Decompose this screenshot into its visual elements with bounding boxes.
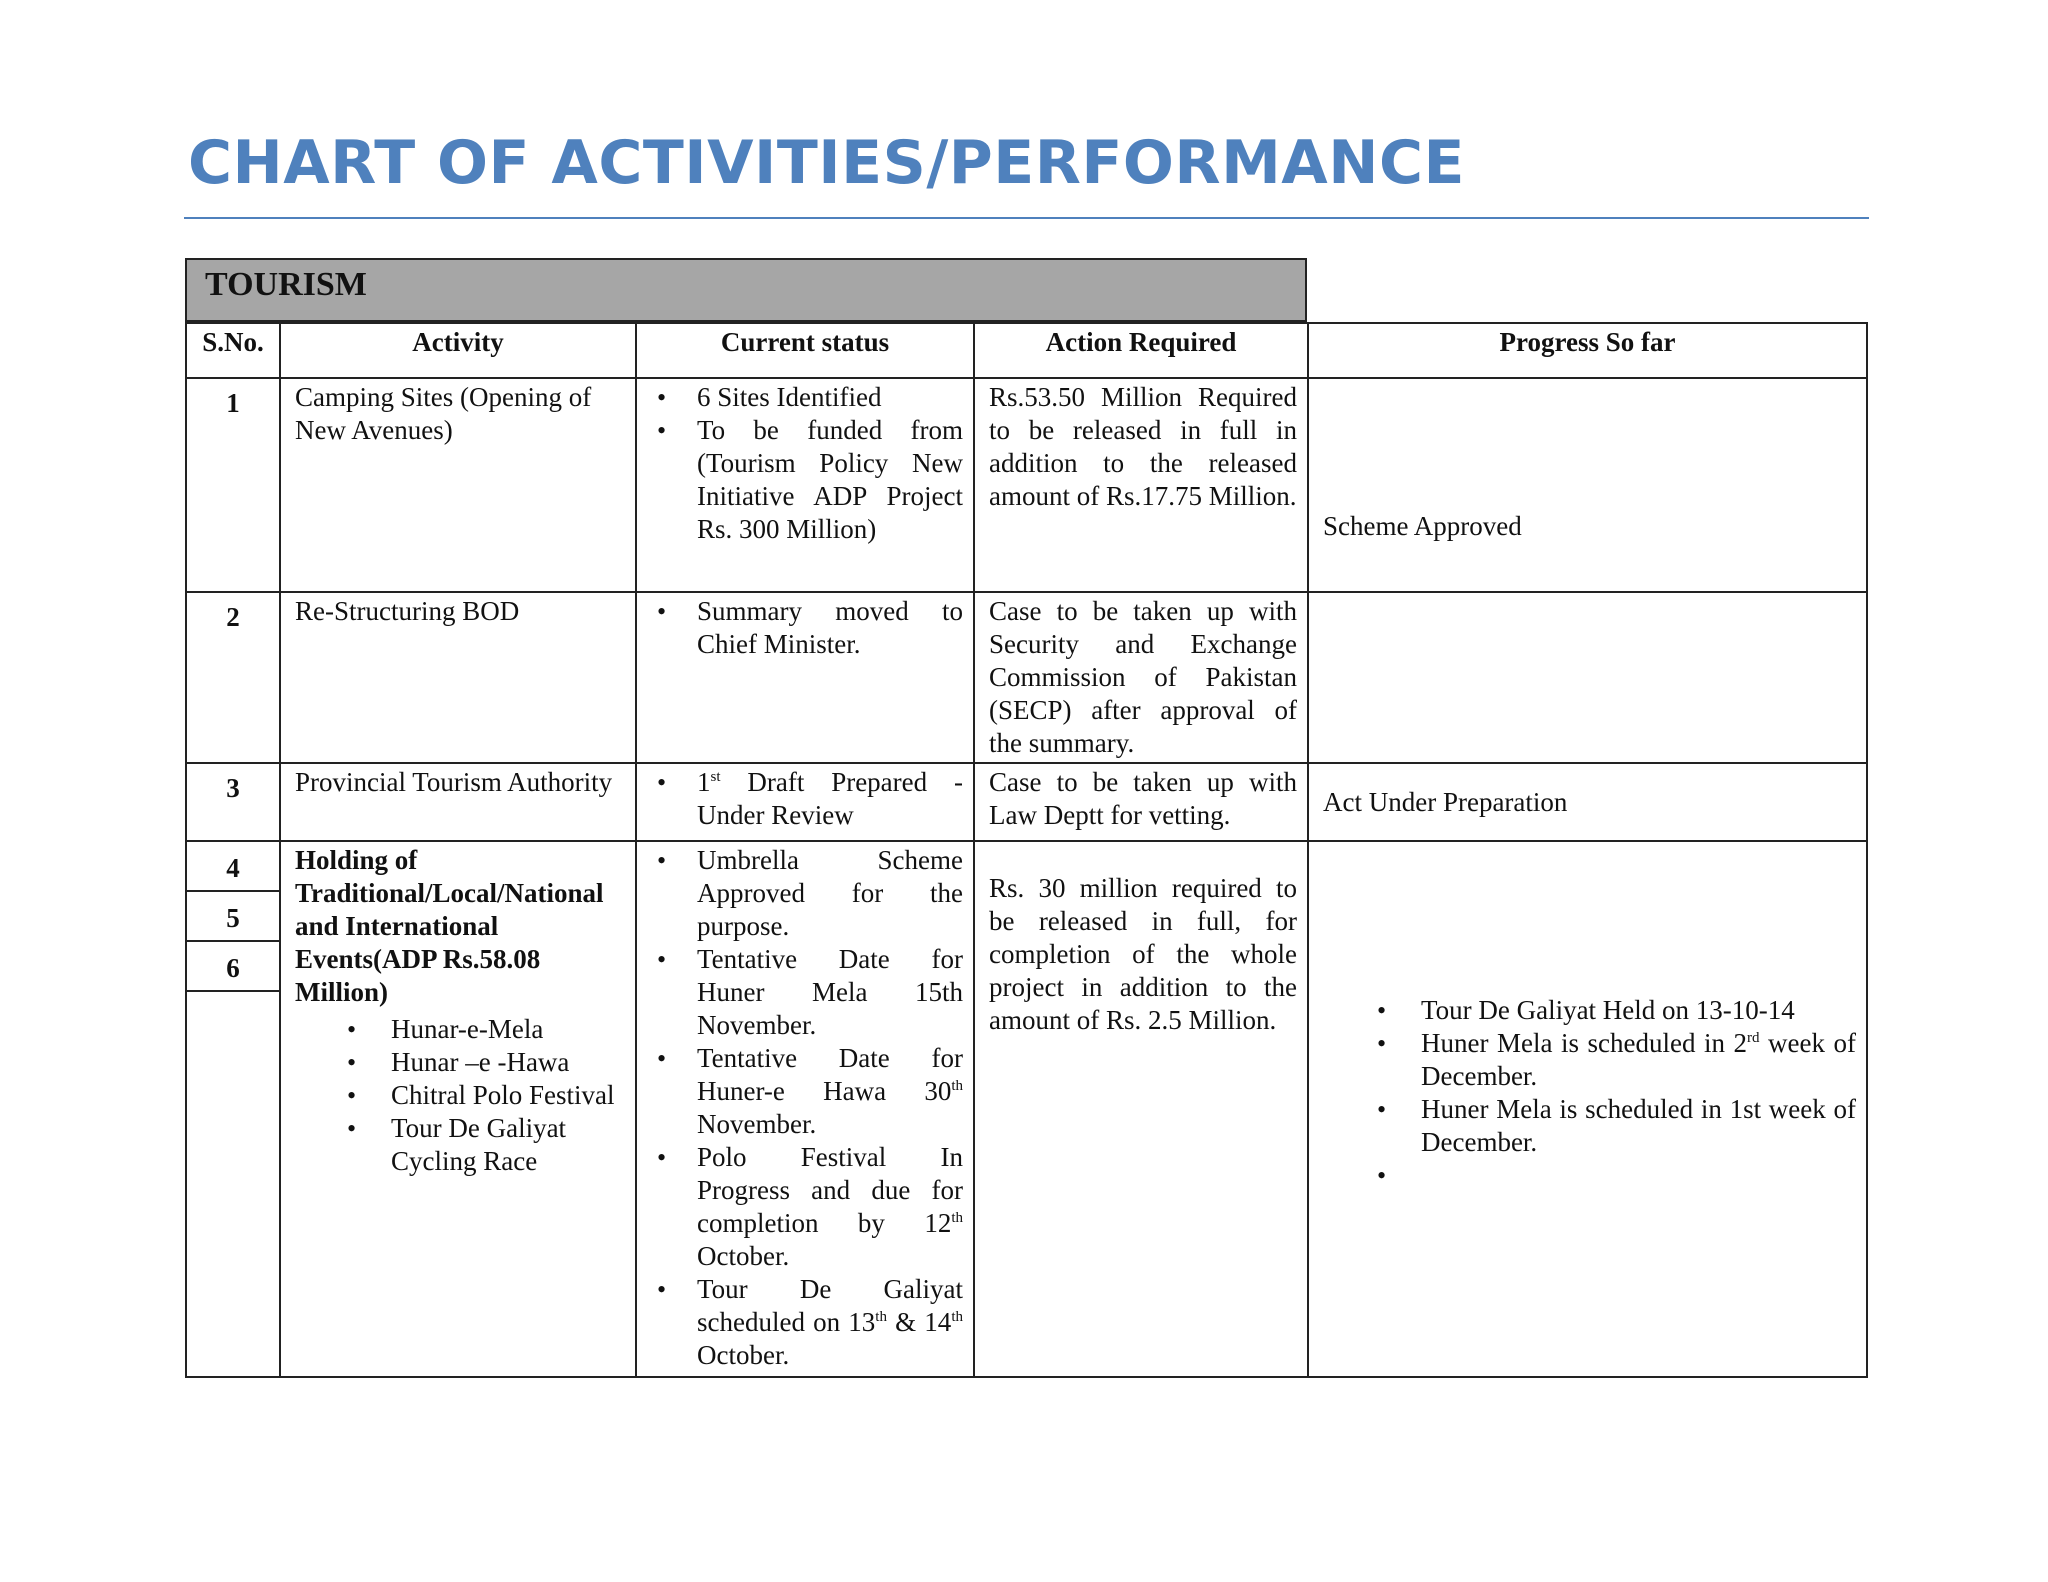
row-sno: 6 [187, 942, 279, 992]
row-sno: 1 [186, 378, 280, 592]
ordinal-suffix: th [951, 1309, 963, 1325]
ordinal-number: 1 [697, 767, 711, 797]
row-activity [280, 841, 636, 1377]
row-progress [1308, 592, 1867, 763]
ordinal-suffix: th [951, 1078, 963, 1094]
row-action: Case to be taken up with Security and Exchange Commission of Pakistan (SECP) after approval of the summary. [974, 592, 1308, 763]
status-text: November. [697, 1109, 817, 1139]
row-action: Case to be taken up with Law Deptt for vetting. [974, 763, 1308, 841]
row-status [636, 378, 974, 592]
status-list [651, 844, 963, 1372]
list-item: • Chitral Polo Festival [391, 1079, 625, 1112]
list-item [697, 1042, 963, 1141]
list-item [1421, 1159, 1856, 1192]
ordinal-suffix: th [875, 1309, 887, 1325]
status-text: October. [697, 1241, 790, 1271]
status-text: October. [697, 1340, 790, 1370]
row-progress: Act Under Preparation [1308, 763, 1867, 841]
progress-list [1323, 994, 1856, 1192]
header-progress: Progress So far [1308, 323, 1867, 378]
list-item: • Hunar-e-Mela [391, 1013, 625, 1046]
row-status [636, 592, 974, 763]
table-row [186, 841, 1867, 1377]
ordinal-suffix: th [951, 1210, 963, 1226]
status-list [651, 381, 963, 546]
header-sno: S.No. [186, 323, 280, 378]
row-status [636, 841, 974, 1377]
row-activity: Re-Structuring BOD [280, 592, 636, 763]
list-item: • Tentative Date for Huner Mela 15th November. [697, 943, 963, 1042]
activity-list [295, 1013, 625, 1178]
row-action: Rs.53.50 Million Required to be released in full in addition to the released amount of Rs.17.75 Million. [974, 378, 1308, 592]
row-sno: 2 [186, 592, 280, 763]
list-item [697, 1273, 963, 1372]
title-underline [184, 217, 1869, 219]
list-item: • Huner Mela is scheduled in 1st week of December. [1421, 1093, 1856, 1159]
status-text: & 14 [886, 1307, 952, 1337]
row-action [974, 841, 1308, 1377]
status-list [651, 766, 963, 832]
table-row [186, 378, 1867, 592]
list-item: • To be funded from (Tourism Policy New Initiative ADP Project Rs. 300 Million) [697, 414, 963, 546]
progress-text: week of December. [1421, 1028, 1856, 1091]
row-progress [1308, 841, 1867, 1377]
row-sno-merged [186, 841, 280, 1377]
row-status [636, 763, 974, 841]
table-row [186, 592, 1867, 763]
section-banner [185, 258, 1307, 322]
status-text: Tour De Galiyat scheduled on 13 [697, 1274, 963, 1337]
list-item: • Hunar –e -Hawa [391, 1046, 625, 1079]
status-list [651, 595, 963, 661]
header-action: Action Required [974, 323, 1308, 378]
action-text: Rs. 30 million required to be released in full, for completion of the whole project in addition to the amount of Rs. 2.5 Million. [989, 873, 1297, 1035]
progress-text: Huner Mela is scheduled in 2 [1421, 1028, 1747, 1058]
activities-table [185, 322, 1868, 1378]
row-activity: Camping Sites (Opening of New Avenues) [280, 378, 636, 592]
status-text: Tentative Date for Huner-e Hawa 30 [697, 1043, 963, 1106]
status-text: Draft Prepared - Under Review [697, 767, 963, 830]
list-item: • 6 Sites Identified [697, 381, 963, 414]
page-title: CHART OF ACTIVITIES/PERFORMANCE [188, 128, 1465, 198]
activity-title: Holding of Traditional/Local/National and International Events(ADP Rs.58.08 Million) [295, 845, 604, 1007]
table-row [186, 763, 1867, 841]
row-sno: 3 [186, 763, 280, 841]
ordinal-suffix: rd [1747, 1030, 1760, 1046]
list-item: • Summary moved to Chief Minister. [697, 595, 963, 661]
row-sno: 4 [187, 842, 279, 892]
list-item: • Tour De Galiyat Held on 13-10-14 [1421, 994, 1856, 1027]
section-label: TOURISM [205, 266, 367, 303]
progress-text: Scheme Approved [1323, 510, 1522, 541]
header-activity: Activity [280, 323, 636, 378]
table-header-row [186, 323, 1867, 378]
list-item: • Umbrella Scheme Approved for the purpose. [697, 844, 963, 943]
row-sno: 5 [187, 892, 279, 942]
list-item [697, 1141, 963, 1273]
row-activity: Provincial Tourism Authority [280, 763, 636, 841]
list-item [697, 766, 963, 832]
list-item [1421, 1027, 1856, 1093]
header-status: Current status [636, 323, 974, 378]
status-text: Polo Festival In Progress and due for completion by 12 [697, 1142, 963, 1238]
list-item: • Tour De Galiyat Cycling Race [391, 1112, 625, 1178]
row-progress [1308, 378, 1867, 592]
ordinal-suffix: st [710, 769, 721, 785]
